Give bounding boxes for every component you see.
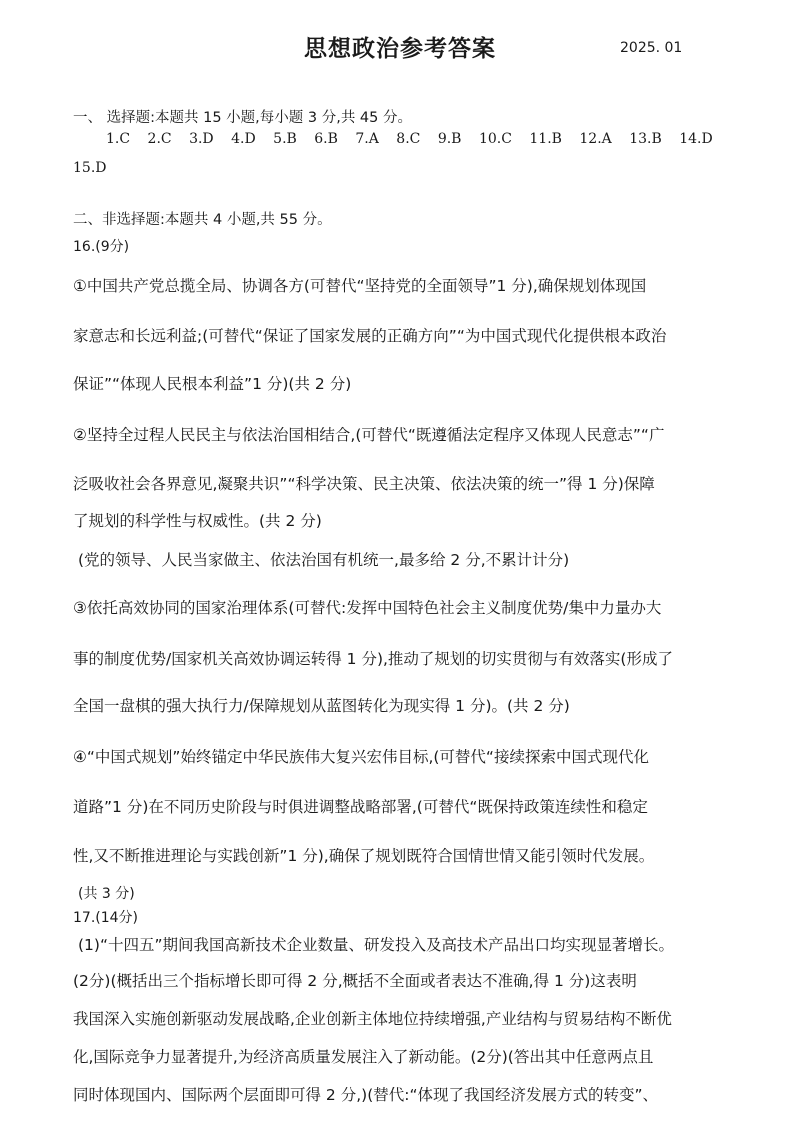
answer-item: 9.B (437, 131, 462, 147)
answer-item: 13.B (629, 131, 662, 147)
page-title: 思想政治参考答案 (304, 36, 496, 62)
q16-line: ③依托高效协同的国家治理体系(可替代:发挥中国特色社会主义制度优势/集中力量办大 (73, 599, 662, 617)
q16-line: (共 3 分) (78, 886, 135, 902)
q17-line: 同时体现国内、国际两个层面即可得 2 分,)(替代:“体现了我国经济发展方式的转变”、 (73, 1086, 659, 1104)
q17-line: 我国深入实施创新驱动发展战略,企业创新主体地位持续增强,产业结构与贸易结构不断优 (73, 1010, 672, 1028)
answer-item: 15.D (73, 160, 107, 176)
question-17-label: 17.(14分) (73, 910, 139, 926)
mcq-answer-row (106, 131, 726, 147)
answer-item: 8.C (396, 131, 421, 147)
q16-line: ①中国共产党总揽全局、协调各方(可替代“坚持党的全面领导”1 分),确保规划体现国 (73, 277, 647, 295)
q16-line: ④“中国式规划”始终锚定中华民族伟大复兴宏伟目标,(可替代“接续探索中国式现代化 (73, 748, 649, 766)
section-2-heading: 二、非选择题:本题共 4 小题,共 55 分。 (73, 212, 332, 228)
answer-item: 6.B (314, 131, 338, 147)
answer-item: 14.D (679, 131, 713, 147)
exam-date: 2025. 01 (620, 40, 683, 56)
q16-line: 事的制度优势/国家机关高效协调运转得 1 分),推动了规划的切实贯彻与有效落实(形成了 (73, 650, 673, 668)
answer-item: 10.C (478, 131, 512, 147)
q17-line: (2分)(概括出三个指标增长即可得 2 分,概括不全面或者表达不准确,得 1 分)这表明 (73, 972, 637, 990)
answer-item: 12.A (579, 131, 612, 147)
q16-line: 道路”1 分)在不同历史阶段与时俱进调整战略部署,(可替代“既保持政策连续性和稳定 (73, 798, 648, 816)
answer-item: 5.B (273, 131, 297, 147)
q16-line: 保证”“体现人民根本利益”1 分)(共 2 分) (73, 375, 352, 393)
answer-item: 7.A (355, 131, 379, 147)
q16-line: 性,又不断推进理论与实践创新”1 分),确保了规划既符合国情世情又能引领时代发展。 (73, 847, 655, 865)
answer-item: 11.B (529, 131, 562, 147)
q16-line: 家意志和长远利益;(可替代“保证了国家发展的正确方向”“为中国式现代化提供根本政治 (73, 327, 667, 345)
question-16-label: 16.(9分) (73, 239, 130, 255)
answer-item: 1.C (106, 131, 131, 147)
answer-item: 2.C (147, 131, 172, 147)
q16-scoring-note: (党的领导、人民当家做主、依法治国有机统一,最多给 2 分,不累计计分) (78, 551, 570, 569)
q16-line: 了规划的科学性与权威性。(共 2 分) (73, 512, 322, 530)
q16-line: 全国一盘棋的强大执行力/保障规划从蓝图转化为现实得 1 分)。(共 2 分) (73, 697, 570, 715)
answer-item: 4.D (231, 131, 256, 147)
q16-line: ②坚持全过程人民民主与依法治国相结合,(可替代“既遵循法定程序又体现人民意志”“广 (73, 426, 665, 444)
q16-line: 泛吸收社会各界意见,凝聚共识”“科学决策、民主决策、依法决策的统一”得 1 分)保障 (73, 475, 655, 493)
section-1-heading: 一、 选择题:本题共 15 小题,每小题 3 分,共 45 分。 (73, 110, 412, 126)
q17-line: (1)“十四五”期间我国高新技术企业数量、研发投入及高技术产品出口均实现显著增长。 (78, 936, 675, 954)
q17-line: 化,国际竞争力显著提升,为经济高质量发展注入了新动能。(2分)(答出其中任意两点且 (73, 1048, 654, 1066)
answer-item: 3.D (189, 131, 214, 147)
